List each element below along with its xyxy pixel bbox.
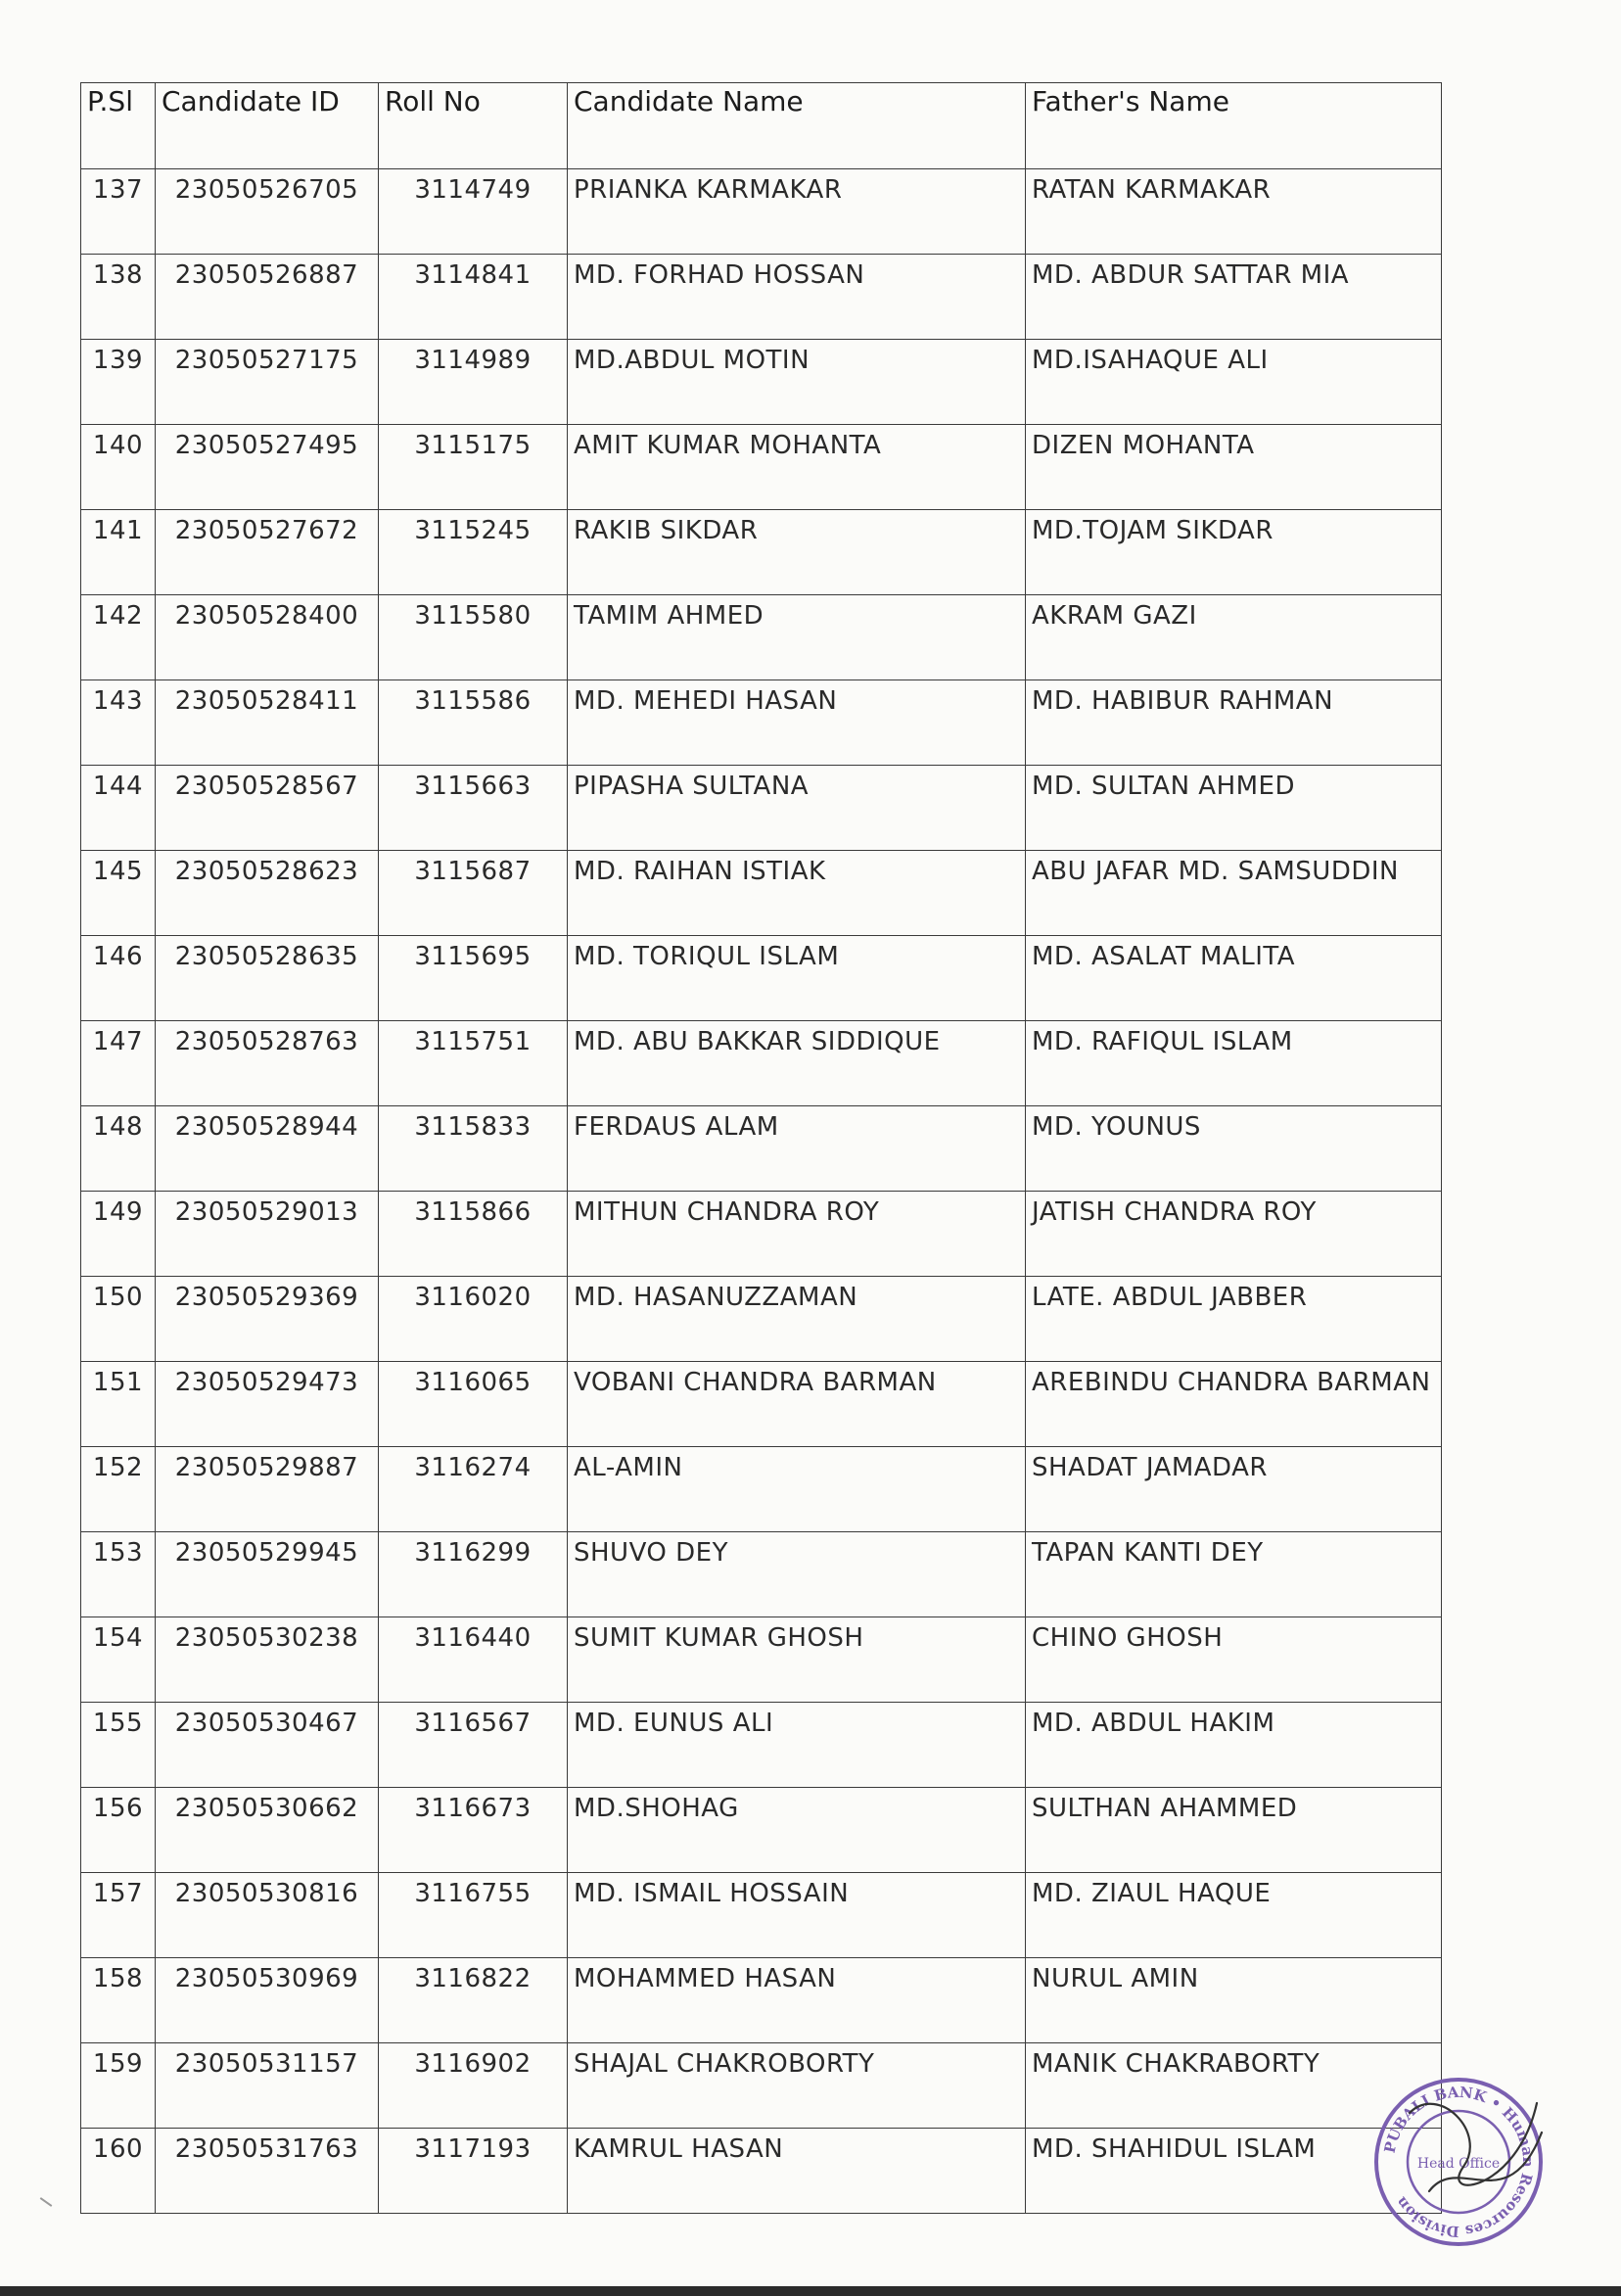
cell-psl: 153 — [81, 1532, 156, 1617]
cell-fathers-name: MD.ISAHAQUE ALI — [1026, 340, 1442, 425]
cell-fathers-name: MD. HABIBUR RAHMAN — [1026, 680, 1442, 766]
cell-fathers-name: AREBINDU CHANDRA BARMAN — [1026, 1362, 1442, 1447]
cell-psl: 142 — [81, 595, 156, 680]
table-header — [81, 83, 1442, 169]
cell-candidate-id: 23050527672 — [156, 510, 379, 595]
cell-fathers-name: ABU JAFAR MD. SAMSUDDIN — [1026, 851, 1442, 936]
cell-fathers-name: MD. SHAHIDUL ISLAM — [1026, 2129, 1442, 2214]
header-row — [81, 83, 1442, 169]
cell-candidate-name: SHAJAL CHAKROBORTY — [568, 2043, 1026, 2129]
table-row — [81, 2129, 1442, 2214]
table-row — [81, 680, 1442, 766]
cell-fathers-name: MD. ABDUR SATTAR MIA — [1026, 255, 1442, 340]
cell-candidate-id: 23050528400 — [156, 595, 379, 680]
cell-fathers-name: SULTHAN AHAMMED — [1026, 1788, 1442, 1873]
table-row — [81, 1532, 1442, 1617]
cell-psl: 156 — [81, 1788, 156, 1873]
cell-roll-no: 3116755 — [379, 1873, 568, 1958]
table-row — [81, 425, 1442, 510]
cell-candidate-name: FERDAUS ALAM — [568, 1106, 1026, 1192]
header-roll-no: Roll No — [379, 83, 568, 169]
cell-candidate-name: MD. EUNUS ALI — [568, 1703, 1026, 1788]
cell-fathers-name: CHINO GHOSH — [1026, 1617, 1442, 1703]
candidate-table — [80, 82, 1442, 2214]
cell-psl: 154 — [81, 1617, 156, 1703]
cell-psl: 141 — [81, 510, 156, 595]
cell-candidate-name: AMIT KUMAR MOHANTA — [568, 425, 1026, 510]
cell-candidate-name: MD.ABDUL MOTIN — [568, 340, 1026, 425]
table-body — [81, 169, 1442, 2214]
cell-candidate-id: 23050528944 — [156, 1106, 379, 1192]
cell-candidate-name: RAKIB SIKDAR — [568, 510, 1026, 595]
cell-roll-no: 3114841 — [379, 255, 568, 340]
cell-candidate-name: AL-AMIN — [568, 1447, 1026, 1532]
cell-candidate-name: MD. FORHAD HOSSAN — [568, 255, 1026, 340]
table-row — [81, 1447, 1442, 1532]
table-row — [81, 1106, 1442, 1192]
seal-center-text: Head Office — [1416, 2156, 1501, 2172]
cell-candidate-id: 23050530238 — [156, 1617, 379, 1703]
scan-edge — [0, 2286, 1621, 2296]
cell-psl: 137 — [81, 169, 156, 255]
cell-fathers-name: AKRAM GAZI — [1026, 595, 1442, 680]
cell-psl: 146 — [81, 936, 156, 1021]
cell-candidate-name: MD. RAIHAN ISTIAK — [568, 851, 1026, 936]
cell-candidate-id: 23050528567 — [156, 766, 379, 851]
cell-fathers-name: TAPAN KANTI DEY — [1026, 1532, 1442, 1617]
cell-candidate-id: 23050529369 — [156, 1277, 379, 1362]
table-row — [81, 1362, 1442, 1447]
cell-candidate-name: MD. ABU BAKKAR SIDDIQUE — [568, 1021, 1026, 1106]
cell-roll-no: 3115687 — [379, 851, 568, 936]
table-row — [81, 169, 1442, 255]
cell-candidate-id: 23050528411 — [156, 680, 379, 766]
cell-roll-no: 3114749 — [379, 169, 568, 255]
table-row — [81, 2043, 1442, 2129]
cell-candidate-name: MOHAMMED HASAN — [568, 1958, 1026, 2043]
cell-candidate-id: 23050529473 — [156, 1362, 379, 1447]
cell-psl: 138 — [81, 255, 156, 340]
cell-candidate-name: SUMIT KUMAR GHOSH — [568, 1617, 1026, 1703]
cell-roll-no: 3116822 — [379, 1958, 568, 2043]
cell-candidate-id: 23050530816 — [156, 1873, 379, 1958]
table-row — [81, 1873, 1442, 1958]
cell-candidate-id: 23050529013 — [156, 1192, 379, 1277]
cell-fathers-name: MD. SULTAN AHMED — [1026, 766, 1442, 851]
cell-psl: 145 — [81, 851, 156, 936]
table-row — [81, 1021, 1442, 1106]
table-row — [81, 1192, 1442, 1277]
cell-candidate-id: 23050529887 — [156, 1447, 379, 1532]
cell-psl: 149 — [81, 1192, 156, 1277]
cell-candidate-id: 23050527175 — [156, 340, 379, 425]
table-row — [81, 1617, 1442, 1703]
cell-roll-no: 3115695 — [379, 936, 568, 1021]
cell-roll-no: 3115663 — [379, 766, 568, 851]
cell-roll-no: 3115833 — [379, 1106, 568, 1192]
cell-roll-no: 3117193 — [379, 2129, 568, 2214]
table-row — [81, 1788, 1442, 1873]
cell-candidate-id: 23050531157 — [156, 2043, 379, 2129]
table-row — [81, 255, 1442, 340]
cell-psl: 148 — [81, 1106, 156, 1192]
header-psl: P.Sl — [81, 83, 156, 169]
cell-candidate-name: VOBANI CHANDRA BARMAN — [568, 1362, 1026, 1447]
cell-psl: 150 — [81, 1277, 156, 1362]
cell-candidate-id: 23050530969 — [156, 1958, 379, 2043]
cell-candidate-name: KAMRUL HASAN — [568, 2129, 1026, 2214]
cell-roll-no: 3116567 — [379, 1703, 568, 1788]
cell-fathers-name: JATISH CHANDRA ROY — [1026, 1192, 1442, 1277]
cell-fathers-name: MD. YOUNUS — [1026, 1106, 1442, 1192]
seal-ring-text: PUBALI BANK • Human Resources Division — [1380, 2083, 1538, 2241]
cell-roll-no: 3115751 — [379, 1021, 568, 1106]
cell-candidate-name: MD. ISMAIL HOSSAIN — [568, 1873, 1026, 1958]
cell-roll-no: 3114989 — [379, 340, 568, 425]
cell-fathers-name: SHADAT JAMADAR — [1026, 1447, 1442, 1532]
cell-roll-no: 3115580 — [379, 595, 568, 680]
cell-fathers-name: MD. ZIAUL HAQUE — [1026, 1873, 1442, 1958]
cell-roll-no: 3115866 — [379, 1192, 568, 1277]
cell-roll-no: 3115586 — [379, 680, 568, 766]
table-row — [81, 1703, 1442, 1788]
cell-roll-no: 3116902 — [379, 2043, 568, 2129]
cell-fathers-name: MD.TOJAM SIKDAR — [1026, 510, 1442, 595]
cell-roll-no: 3116065 — [379, 1362, 568, 1447]
table-row — [81, 1277, 1442, 1362]
cell-fathers-name: LATE. ABDUL JABBER — [1026, 1277, 1442, 1362]
cell-roll-no: 3116020 — [379, 1277, 568, 1362]
cell-psl: 160 — [81, 2129, 156, 2214]
cell-candidate-name: MITHUN CHANDRA ROY — [568, 1192, 1026, 1277]
cell-roll-no: 3116299 — [379, 1532, 568, 1617]
cell-psl: 144 — [81, 766, 156, 851]
cell-psl: 139 — [81, 340, 156, 425]
cell-roll-no: 3116673 — [379, 1788, 568, 1873]
cell-roll-no: 3116274 — [379, 1447, 568, 1532]
cell-roll-no: 3115175 — [379, 425, 568, 510]
cell-fathers-name: MD. RAFIQUL ISLAM — [1026, 1021, 1442, 1106]
cell-candidate-id: 23050528623 — [156, 851, 379, 936]
cell-candidate-id: 23050528763 — [156, 1021, 379, 1106]
cell-roll-no: 3116440 — [379, 1617, 568, 1703]
cell-candidate-id: 23050529945 — [156, 1532, 379, 1617]
table-row — [81, 340, 1442, 425]
cell-candidate-id: 23050526705 — [156, 169, 379, 255]
cell-fathers-name: DIZEN MOHANTA — [1026, 425, 1442, 510]
cell-candidate-id: 23050530662 — [156, 1788, 379, 1873]
cell-psl: 147 — [81, 1021, 156, 1106]
table-row — [81, 1958, 1442, 2043]
cell-candidate-name: MD. HASANUZZAMAN — [568, 1277, 1026, 1362]
cell-fathers-name: RATAN KARMAKAR — [1026, 169, 1442, 255]
cell-candidate-name: MD. MEHEDI HASAN — [568, 680, 1026, 766]
cell-psl: 151 — [81, 1362, 156, 1447]
cell-psl: 152 — [81, 1447, 156, 1532]
cell-candidate-name: SHUVO DEY — [568, 1532, 1026, 1617]
header-fathers-name: Father's Name — [1026, 83, 1442, 169]
cell-candidate-id: 23050528635 — [156, 936, 379, 1021]
table-row — [81, 851, 1442, 936]
header-candidate-id: Candidate ID — [156, 83, 379, 169]
cell-psl: 159 — [81, 2043, 156, 2129]
cell-candidate-id: 23050527495 — [156, 425, 379, 510]
cell-fathers-name: MD. ABDUL HAKIM — [1026, 1703, 1442, 1788]
table-row — [81, 595, 1442, 680]
cell-psl: 158 — [81, 1958, 156, 2043]
table-row — [81, 766, 1442, 851]
cell-psl: 157 — [81, 1873, 156, 1958]
cell-fathers-name: MD. ASALAT MALITA — [1026, 936, 1442, 1021]
cell-psl: 140 — [81, 425, 156, 510]
cell-roll-no: 3115245 — [379, 510, 568, 595]
cell-candidate-id: 23050531763 — [156, 2129, 379, 2214]
cell-fathers-name: NURUL AMIN — [1026, 1958, 1442, 2043]
cell-candidate-name: MD.SHOHAG — [568, 1788, 1026, 1873]
cell-fathers-name: MANIK CHAKRABORTY — [1026, 2043, 1442, 2129]
cell-candidate-name: PIPASHA SULTANA — [568, 766, 1026, 851]
table-row — [81, 936, 1442, 1021]
header-candidate-name: Candidate Name — [568, 83, 1026, 169]
cell-psl: 155 — [81, 1703, 156, 1788]
cell-candidate-name: TAMIM AHMED — [568, 595, 1026, 680]
bank-seal-stamp — [1370, 2074, 1547, 2250]
cell-psl: 143 — [81, 680, 156, 766]
table-row — [81, 510, 1442, 595]
cell-candidate-name: MD. TORIQUL ISLAM — [568, 936, 1026, 1021]
cell-candidate-id: 23050530467 — [156, 1703, 379, 1788]
cell-candidate-id: 23050526887 — [156, 255, 379, 340]
scan-speck — [40, 2197, 53, 2207]
cell-candidate-name: PRIANKA KARMAKAR — [568, 169, 1026, 255]
